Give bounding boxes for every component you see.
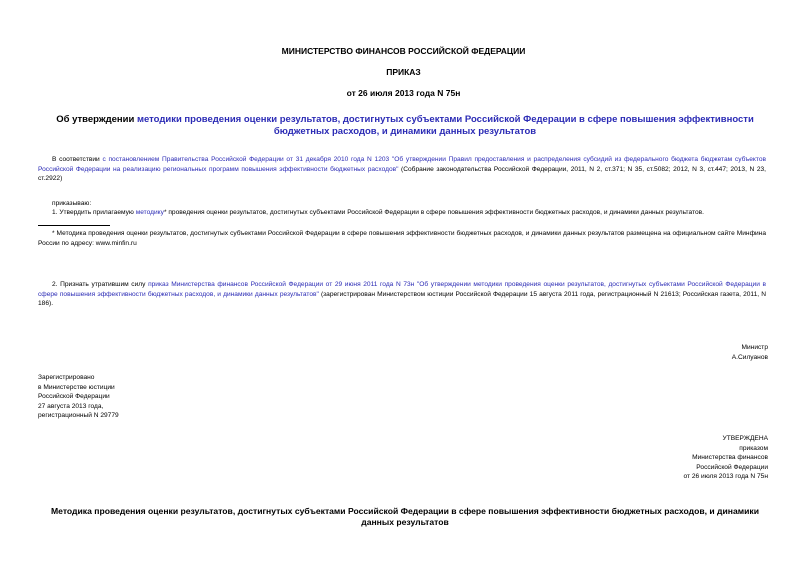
item-2-order-link[interactable]: приказ Министерства финансов Российской Федерации от 29 июня 2011 года N 73н "Об утверждении методики проведения оценки результатов, достигнутых субъектами Российской Федерации в сфере повышения эффективности бюджетных расходов, и динамики данных результатов" <box>38 281 767 298</box>
preamble-prefix: В соответствии <box>52 156 103 163</box>
approval-line: Российской Федерации <box>696 463 768 471</box>
item-1-suffix: * проведения оценки результатов, достигнутых субъектами Российской Федерации в сфере повышения эффективности бюджетных расходов, и динамики данных результатов. <box>163 209 704 216</box>
item-1-methodology-link[interactable]: методику <box>135 209 164 216</box>
registration-line: 27 августа 2013 года, <box>38 402 104 410</box>
ministry-heading: МИНИСТЕРСТВО ФИНАНСОВ РОССИЙСКОЙ ФЕДЕРАЦИИ <box>281 46 526 56</box>
registration-block <box>38 373 119 421</box>
registration-line: в Министерстве юстиции <box>38 383 115 391</box>
title-methodology-link[interactable]: методики проведения оценки результатов, достигнутых субъектами Российской Федерации в сфере повышения эффективности бюджетных расходов, и динамики данных результатов <box>136 114 754 137</box>
doc-type-heading: ПРИКАЗ <box>386 67 421 77</box>
signature-name: А.Силуанов <box>731 353 768 361</box>
preamble-suffix: (Собрание законодательства Российской Федерации, 2011, N 2, ст.371; N 35, ст.5082; 2012, N 3, ст.447; 2013, N 23, ст.2922) <box>38 165 767 183</box>
footnote-text: * Методика проведения оценки результатов, достигнутых субъектами Российской Федерации в сфере повышения эффективности бюджетных расходов, и динамики данных результатов размещена на официальном сайте Минфина России по адресу: www.minfin.ru <box>38 230 766 247</box>
preamble-resolution-link[interactable]: с постановлением Правительства Российской Федерации от 31 декабря 2010 года N 1203 "Об утверждении Правил предоставления и распределения субсидий из федерального бюджета бюджетам субъектов Российской Федерации на реализацию региональных программ повышения эффективности бюджетных расходов" <box>38 156 766 173</box>
item-2-paragraph <box>38 280 766 309</box>
item-1-paragraph <box>52 208 772 218</box>
doc-date-number: от 26 июля 2013 года N 75н <box>346 88 461 98</box>
approval-line: приказом <box>739 444 768 452</box>
document-title <box>50 114 760 138</box>
signature-block <box>560 343 768 362</box>
methodology-title: Методика проведения оценки результатов, достигнутых субъектами Российской Федерации в сфере повышения эффективности бюджетных расходов, и динамики данных результатов <box>51 506 759 527</box>
registration-line: регистрационный N 29779 <box>38 412 119 420</box>
preamble-paragraph <box>38 155 766 184</box>
registration-line: Российской Федерации <box>38 393 110 401</box>
item-1-prefix: 1. Утвердить прилагаемую <box>52 209 136 216</box>
item-2-suffix: (зарегистрирован Министерством юстиции Российской Федерации 15 августа 2011 года, регистрационный N 21613; Российская газета, 2011, N 186). <box>38 290 766 308</box>
approval-line: УТВЕРЖДЕНА <box>722 435 768 442</box>
title-prefix: Об утверждении <box>56 114 137 125</box>
approval-block <box>560 434 768 482</box>
registration-line: Зарегистрировано <box>38 374 95 381</box>
footnote-divider <box>38 225 110 226</box>
approval-line: от 26 июля 2013 года N 75н <box>683 473 768 481</box>
order-word: приказываю: <box>52 200 92 207</box>
signature-position: Министр <box>741 344 768 351</box>
approval-line: Министерства финансов <box>692 454 768 462</box>
item-2-prefix: 2. Признать утратившим силу <box>52 281 149 288</box>
